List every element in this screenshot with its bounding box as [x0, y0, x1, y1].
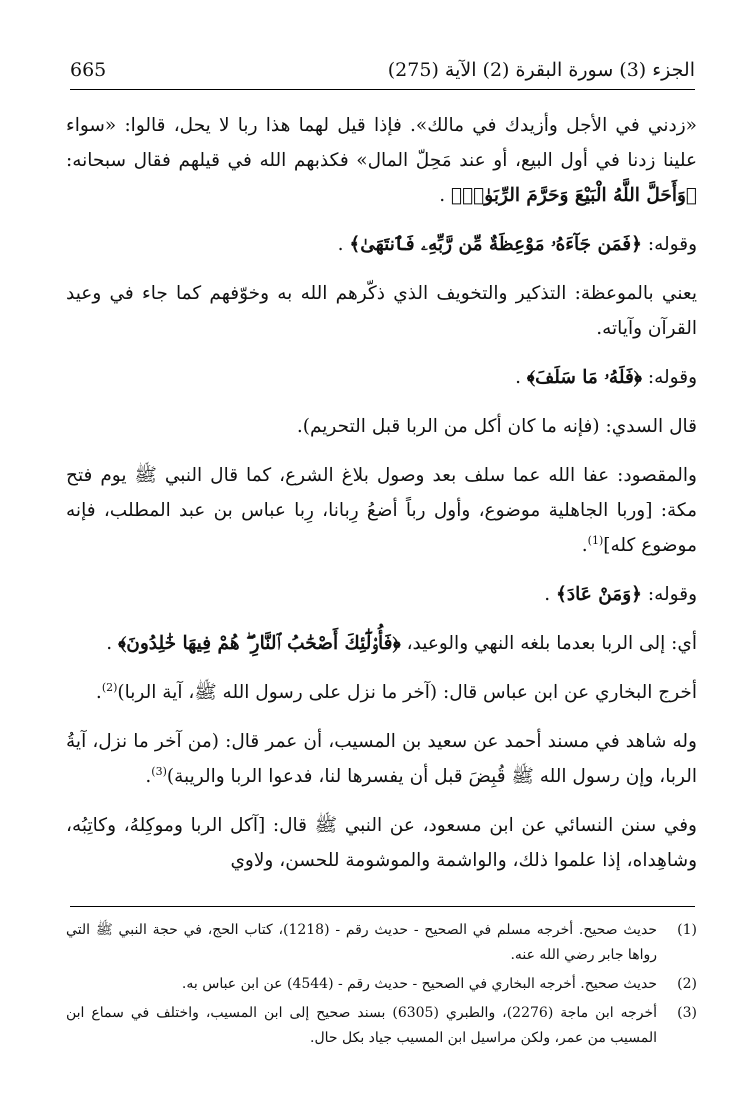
paragraph-text: قال السدي: (فإنه ما كان أكل من الربا قبل التحريم). [296, 416, 697, 437]
footnote-text: أخرجه ابن ماجة (2276)، والطبري (6305) بسند صحيح إلى ابن المسيب، واختلف في سماع ابن المسيب من عمر، ولكن مراسيل ابن المسيب جياد بكل حال. [66, 1005, 658, 1046]
footnote-rule [70, 906, 695, 907]
paragraph [66, 227, 697, 262]
paragraph-text: وله شاهد في مسند أحمد عن سعيد بن المسيب، أن عمر قال: (من آخر ما نزل، آيةُ الربا، وإن رسول الله ﷺ قُبِضَ قبل أن يفسرها لنا، فدعوا الربا والريبة) [66, 731, 697, 787]
paragraph [66, 724, 697, 794]
header-rule [70, 89, 695, 90]
paragraph-text: والمقصود: عفا الله عما سلف بعد وصول بلاغ الشرع، كما قال النبي ﷺ يوم فتح مكة: [وربا الجاهلية موضوع، وأول رباً أضعُ رِبانا، رِبا عباس بن عبد المطلب، فإنه موضوع كله] [66, 465, 697, 556]
paragraph-text: . [145, 766, 152, 787]
paragraph [66, 675, 697, 710]
paragraph [66, 808, 697, 878]
paragraph [66, 409, 697, 444]
paragraph-text: . [581, 535, 588, 556]
running-title: الجزء (3) سورة البقرة (2) الآية (275) [387, 59, 695, 81]
page-header [70, 52, 695, 88]
paragraph-text: أي: إلى الربا بعدما بلغه النهي والوعيد، [406, 633, 697, 654]
footnote-text: حديث صحيح. أخرجه البخاري في الصحيح - حديث رقم - (4544) عن ابن عباس به. [181, 976, 657, 992]
paragraph-text: . [544, 584, 551, 605]
paragraph-text: أخرج البخاري عن ابن عباس قال: (آخر ما نزل على رسول الله ﷺ، آية الربا) [117, 682, 697, 703]
footnote-number: (2) [677, 976, 697, 992]
paragraph-text: . [337, 234, 344, 255]
footnote [66, 1001, 697, 1051]
footnote-ref[interactable]: (1) [587, 533, 604, 547]
quran-verse: ﴿فَأُو۟لَٰٓئِكَ أَصْحَٰبُ ٱلنَّارِ ۖ هُمْ فِيهَا خَٰلِدُونَ﴾ [118, 633, 401, 654]
quran-verse: ﴿فَلَهُۥ مَا سَلَفَ﴾ [526, 367, 642, 388]
paragraph [66, 108, 697, 213]
footnotes [66, 918, 697, 1055]
paragraph-text: «زدني في الأجل وأزيدك في مالك». فإذا قيل لهما هذا ربا لا يحل، قالوا: «سواء علينا زدنا في أول البيع، أو عند مَحِلّ المال» فكذبهم الله في قيلهم فقال سبحانه: [66, 115, 697, 171]
paragraph-text: . [106, 633, 113, 654]
footnote-ref[interactable]: (3) [151, 764, 167, 778]
main-text [66, 108, 697, 892]
footnote-number: (1) [677, 922, 697, 938]
paragraph-text: . [515, 367, 521, 388]
paragraph-text: يعني بالموعظة: التذكير والتخويف الذي ذكّرهم الله به وخوّفهم كما جاء في وعيد القرآن وآياته. [66, 283, 697, 339]
paragraph [66, 626, 697, 661]
paragraph [66, 276, 697, 346]
page-number: 665 [70, 59, 107, 81]
paragraph [66, 360, 697, 395]
footnote [66, 918, 697, 968]
footnote-text: حديث صحيح. أخرجه مسلم في الصحيح - حديث رقم - (1218)، كتاب الحج، في حجة النبي ﷺ التي رواها جابر رضي الله عنه. [66, 922, 657, 963]
paragraph-text: وفي سنن النسائي عن ابن مسعود، عن النبي ﷺ قال: [آكل الربا وموكِلهُ، وكاتِبُه، وشاهِداه، إذا علموا ذلك، والواشمة والموشومة للحسن، ولاوي [66, 815, 697, 871]
paragraph-text: وقوله: [647, 234, 697, 255]
paragraph-text: . [439, 185, 446, 206]
paragraph-text: وقوله: [647, 584, 697, 605]
paragraph-text: وقوله: [647, 367, 697, 388]
footnote-ref[interactable]: (2) [101, 680, 118, 694]
paragraph [66, 458, 697, 563]
footnote [66, 972, 697, 997]
quran-verse: ﴿فَمَن جَآءَهُۥ مَوْعِظَةٌ مِّن رَّبِّهِۦ فَٱنتَهَىٰ﴾ [349, 234, 642, 255]
paragraph-text: . [95, 682, 102, 703]
footnote-number: (3) [677, 1005, 697, 1021]
quran-verse: ﴿وَمَنْ عَادَ﴾ [556, 584, 642, 605]
quran-verse: ﴿وَأَحَلَّ اللَّهُ الْبَيْعَ وَحَرَّمَ الرِّبَوٰا۟﴾ [450, 185, 697, 206]
paragraph [66, 577, 697, 612]
